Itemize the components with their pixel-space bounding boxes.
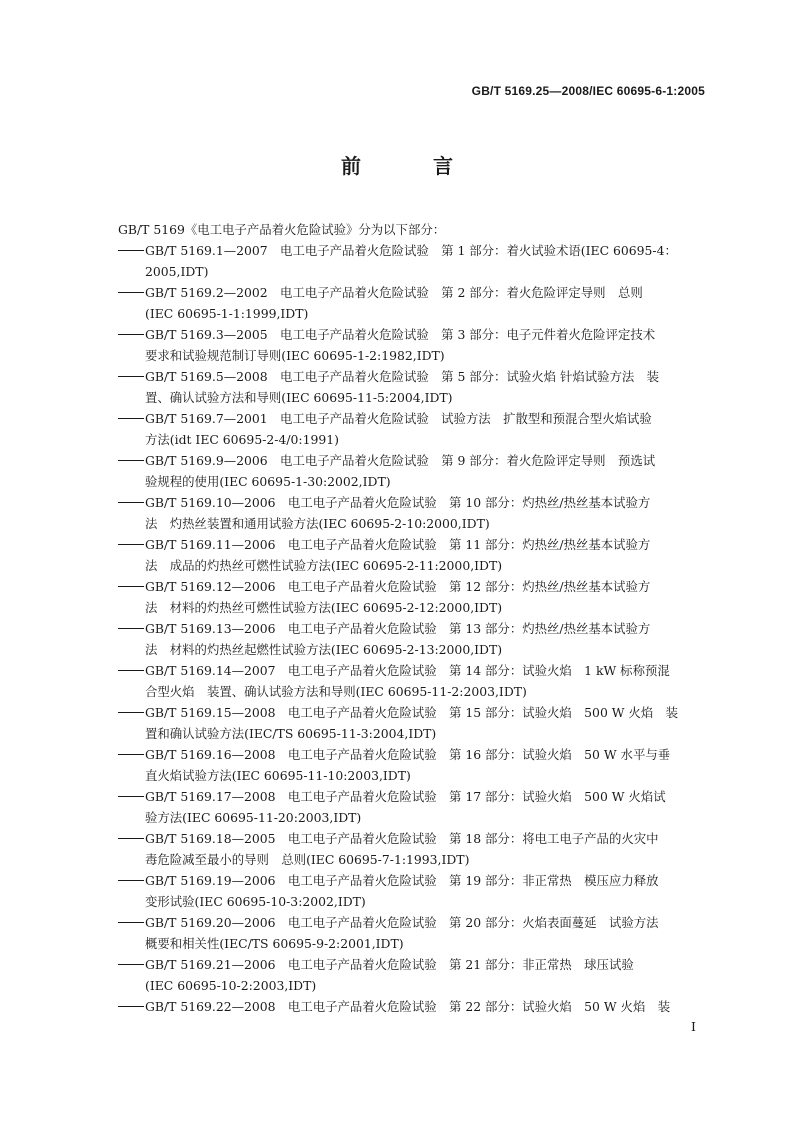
list-item-first-line <box>118 618 706 639</box>
list-item <box>118 996 706 1017</box>
list-item <box>118 618 706 660</box>
list-item-text: GB/T 5169.18—2005 电工电子产品着火危险试验 第 18 部分：将电工电子产品的火灾中 <box>145 831 659 846</box>
standard-code-header: GB/T 5169.25—2008/IEC 60695-6-1:2005 <box>471 84 705 98</box>
list-item-first-line <box>118 240 706 261</box>
list-item-first-line <box>118 576 706 597</box>
list-item <box>118 954 706 996</box>
list-item-text: GB/T 5169.3—2005 电工电子产品着火危险试验 第 3 部分：电子元件着火危险评定技术 <box>145 327 656 342</box>
list-item-text: (IEC 60695-10-2:2003,IDT) <box>145 978 317 993</box>
list-item-first-line <box>118 786 706 807</box>
list-item-text: GB/T 5169.16—2008 电工电子产品着火危险试验 第 16 部分：试验火焰 50 W 水平与垂 <box>145 747 671 762</box>
list-item <box>118 534 706 576</box>
list-item-text: GB/T 5169.15—2008 电工电子产品着火危险试验 第 15 部分：试验火焰 500 W 火焰 装 <box>145 705 678 720</box>
list-item-text: 方法(idt IEC 60695-2-4/0:1991) <box>145 432 339 447</box>
em-dash-bullet-icon <box>118 240 145 261</box>
list-item-first-line <box>118 702 706 723</box>
list-item-text: (IEC 60695-1-1:1999,IDT) <box>145 306 309 321</box>
list-item-text: 变形试验(IEC 60695-10-3:2002,IDT) <box>145 894 366 909</box>
list-item-text: GB/T 5169.11—2006 电工电子产品着火危险试验 第 11 部分：灼热丝/热丝基本试验方 <box>145 537 651 552</box>
list-item-text: 置和确认试验方法(IEC/TS 60695-11-3:2004,IDT) <box>145 726 437 741</box>
list-item-text: 法 成品的灼热丝可燃性试验方法(IEC 60695-2-11:2000,IDT) <box>145 558 503 573</box>
list-item-text: GB/T 5169.7—2001 电工电子产品着火危险试验 试验方法 扩散型和预混合型火焰试验 <box>145 411 652 426</box>
intro-paragraph: GB/T 5169《电工电子产品着火危险试验》分为以下部分： <box>118 222 446 237</box>
em-dash-bullet-icon <box>118 534 145 555</box>
list-item-text: 毒危险减至最小的导则 总则(IEC 60695-7-1:1993,IDT) <box>145 852 470 867</box>
list-item-continuation-line <box>145 555 706 576</box>
em-dash-bullet-icon <box>118 954 145 975</box>
document-body <box>118 219 706 1017</box>
list-item-first-line <box>118 366 706 387</box>
list-item <box>118 282 706 324</box>
em-dash-bullet-icon <box>118 576 145 597</box>
list-item-continuation-line <box>145 471 706 492</box>
list-item-continuation-line <box>145 933 706 954</box>
list-item-text: GB/T 5169.19—2006 电工电子产品着火危险试验 第 19 部分：非正常热 模压应力释放 <box>145 873 659 888</box>
list-item-text: 直火焰试验方法(IEC 60695-11-10:2003,IDT) <box>145 768 411 783</box>
em-dash-bullet-icon <box>118 912 145 933</box>
em-dash-bullet-icon <box>118 450 145 471</box>
em-dash-bullet-icon <box>118 366 145 387</box>
list-item-continuation-line <box>145 429 706 450</box>
list-item-continuation-line <box>145 891 706 912</box>
em-dash-bullet-icon <box>118 324 145 345</box>
list-item-continuation-line <box>145 303 706 324</box>
em-dash-bullet-icon <box>118 786 145 807</box>
list-item <box>118 828 706 870</box>
em-dash-bullet-icon <box>118 408 145 429</box>
page-title: 前 言 <box>341 154 479 178</box>
em-dash-bullet-icon <box>118 744 145 765</box>
list-item-text: GB/T 5169.14—2007 电工电子产品着火危险试验 第 14 部分：试验火焰 1 kW 标称预混 <box>145 663 670 678</box>
list-item <box>118 660 706 702</box>
standards-list <box>118 240 706 1017</box>
list-item-text: GB/T 5169.10—2006 电工电子产品着火危险试验 第 10 部分：灼热丝/热丝基本试验方 <box>145 495 651 510</box>
list-item-continuation-line <box>145 849 706 870</box>
list-item-text: 要求和试验规范制订导则(IEC 60695-1-2:1982,IDT) <box>145 348 445 363</box>
list-item <box>118 576 706 618</box>
list-item-first-line <box>118 870 706 891</box>
list-item-text: GB/T 5169.17—2008 电工电子产品着火危险试验 第 17 部分：试验火焰 500 W 火焰试 <box>145 789 666 804</box>
list-item-first-line <box>118 744 706 765</box>
list-item-continuation-line <box>145 261 706 282</box>
list-item-first-line <box>118 450 706 471</box>
list-item-text: 2005,IDT) <box>145 264 209 279</box>
list-item-text: 概要和相关性(IEC/TS 60695-9-2:2001,IDT) <box>145 936 404 951</box>
list-item-text: 验方法(IEC 60695-11-20:2003,IDT) <box>145 810 362 825</box>
list-item-continuation-line <box>145 807 706 828</box>
list-item-first-line <box>118 828 706 849</box>
list-item-text: GB/T 5169.5—2008 电工电子产品着火危险试验 第 5 部分：试验火焰 针焰试验方法 装 <box>145 369 660 384</box>
list-item-first-line <box>118 996 706 1017</box>
em-dash-bullet-icon <box>118 996 145 1017</box>
list-item-text: GB/T 5169.13—2006 电工电子产品着火危险试验 第 13 部分：灼热丝/热丝基本试验方 <box>145 621 651 636</box>
list-item-continuation-line <box>145 597 706 618</box>
list-item-first-line <box>118 492 706 513</box>
list-item-first-line <box>118 408 706 429</box>
list-item <box>118 786 706 828</box>
list-item <box>118 366 706 408</box>
list-item <box>118 240 706 282</box>
list-item-first-line <box>118 660 706 681</box>
list-item-first-line <box>118 912 706 933</box>
list-item-continuation-line <box>145 681 706 702</box>
list-item-text: 合型火焰 装置、确认试验方法和导则(IEC 60695-11-2:2003,IDT) <box>145 684 527 699</box>
list-item-continuation-line <box>145 513 706 534</box>
list-item-continuation-line <box>145 345 706 366</box>
list-item-first-line <box>118 954 706 975</box>
list-item <box>118 450 706 492</box>
list-item-continuation-line <box>145 639 706 660</box>
list-item-continuation-line <box>145 975 706 996</box>
page-number: I <box>691 1019 696 1034</box>
list-item-text: GB/T 5169.1—2007 电工电子产品着火危险试验 第 1 部分：着火试验术语(IEC 60695-4： <box>145 243 677 258</box>
list-item-text: 法 灼热丝装置和通用试验方法(IEC 60695-2-10:2000,IDT) <box>145 516 490 531</box>
em-dash-bullet-icon <box>118 660 145 681</box>
em-dash-bullet-icon <box>118 492 145 513</box>
em-dash-bullet-icon <box>118 702 145 723</box>
em-dash-bullet-icon <box>118 870 145 891</box>
list-item-first-line <box>118 282 706 303</box>
list-item-text: 法 材料的灼热丝可燃性试验方法(IEC 60695-2-12:2000,IDT) <box>145 600 503 615</box>
list-item-text: GB/T 5169.12—2006 电工电子产品着火危险试验 第 12 部分：灼热丝/热丝基本试验方 <box>145 579 651 594</box>
list-item-text: GB/T 5169.9—2006 电工电子产品着火危险试验 第 9 部分：着火危险评定导则 预选试 <box>145 453 656 468</box>
list-item <box>118 912 706 954</box>
list-item <box>118 492 706 534</box>
list-item-first-line <box>118 534 706 555</box>
list-item <box>118 324 706 366</box>
list-item-text: GB/T 5169.2—2002 电工电子产品着火危险试验 第 2 部分：着火危险评定导则 总则 <box>145 285 643 300</box>
list-item-text: 法 材料的灼热丝起燃性试验方法(IEC 60695-2-13:2000,IDT) <box>145 642 503 657</box>
em-dash-bullet-icon <box>118 828 145 849</box>
list-item-text: 置、确认试验方法和导则(IEC 60695-11-5:2004,IDT) <box>145 390 453 405</box>
list-item-text: GB/T 5169.21—2006 电工电子产品着火危险试验 第 21 部分：非正常热 球压试验 <box>145 957 634 972</box>
em-dash-bullet-icon <box>118 618 145 639</box>
list-item <box>118 408 706 450</box>
list-item-text: GB/T 5169.20—2006 电工电子产品着火危险试验 第 20 部分：火焰表面蔓延 试验方法 <box>145 915 659 930</box>
list-item-continuation-line <box>145 723 706 744</box>
list-item-continuation-line <box>145 387 706 408</box>
em-dash-bullet-icon <box>118 282 145 303</box>
list-item <box>118 870 706 912</box>
list-item-continuation-line <box>145 765 706 786</box>
list-item-first-line <box>118 324 706 345</box>
list-item-text: 验规程的使用(IEC 60695-1-30:2002,IDT) <box>145 474 391 489</box>
list-item-text: GB/T 5169.22—2008 电工电子产品着火危险试验 第 22 部分：试验火焰 50 W 火焰 装 <box>145 999 671 1014</box>
list-item <box>118 744 706 786</box>
list-item <box>118 702 706 744</box>
